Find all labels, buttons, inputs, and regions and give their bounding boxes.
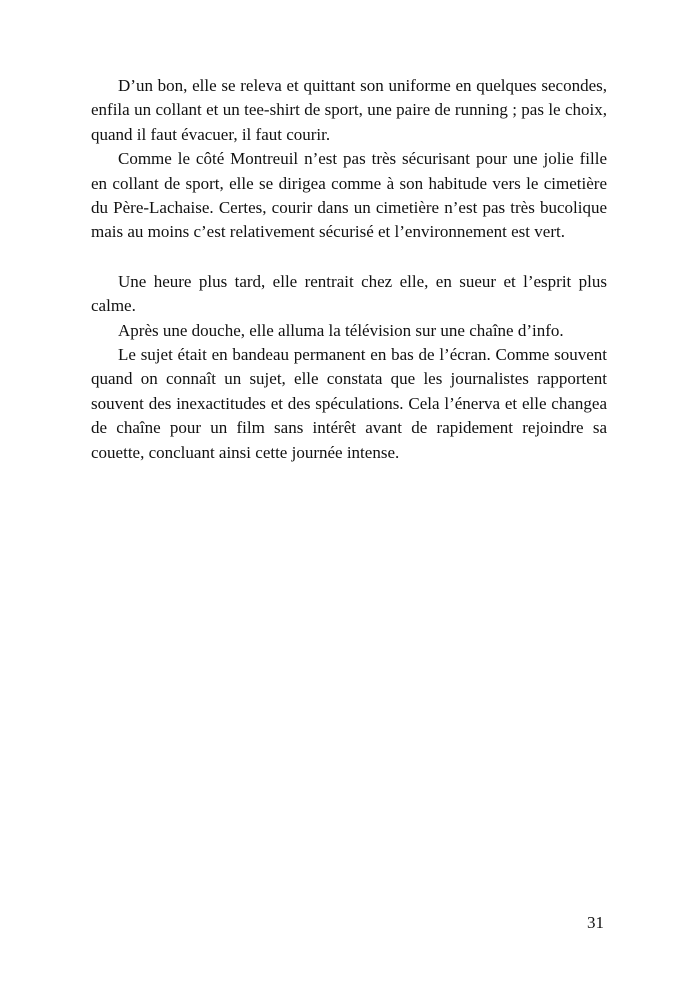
section-break xyxy=(91,245,607,270)
paragraph: Comme le côté Montreuil n’est pas très sécurisant pour une jolie fille en collant de sport, elle se dirigea comme à son habitude vers le cimetière du Père-Lachaise. Certes, courir dans un cimetière n’est pas très bucolique mais au moins c’est relativement sécurisé et l’environnement est vert. xyxy=(91,149,607,242)
paragraph: Une heure plus tard, elle rentrait chez elle, en sueur et l’esprit plus calme. xyxy=(91,271,607,316)
page-number: 31 xyxy=(587,913,604,932)
paragraph: Après une douche, elle alluma la télévision sur une chaîne d’info. xyxy=(118,320,564,340)
paragraph: D’un bon, elle se releva et quittant son uniforme en quelques secondes, enfila un collant et un tee-shirt de sport, une paire de running ; pas le choix, quand il faut évacuer, il faut courir. xyxy=(91,76,607,144)
paragraph: Le sujet était en bandeau permanent en bas de l’écran. Comme souvent quand on connaît un sujet, elle constata que les journalistes rapportent souvent des inexactitudes et des spéculations. Cela l’énerva et elle changea de chaîne pour un film sans intérêt avant de rapidement rejoindre sa couette, concluant ainsi cette journée intense. xyxy=(91,345,607,462)
body-text xyxy=(91,74,607,465)
